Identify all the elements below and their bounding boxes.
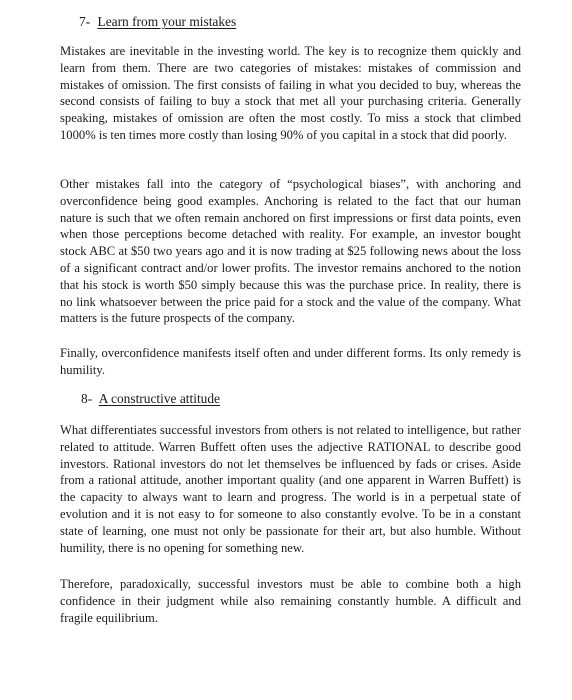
section-title: A constructive attitude [98,391,220,406]
paragraph-overconfidence: Finally, overconfidence manifests itself often and under different forms. Its only remedy is humility. [60,346,521,377]
paragraph-mistakes-intro: Mistakes are inevitable in the investing world. The key is to recognize them quickly and learn from them. There are two categories of mistakes: mistakes of commission and mistakes of omission. The first consists of failing in what you decided to buy, whereas the second consists of failing to buy a stock that met all your purchasing criteria. Generally speaking, mistakes of omission are often the most costly. To miss a stock that climbed 1000% is ten times more costly than losing 90% of you capital in a stock that did poorly. [60,44,521,142]
paragraph-conclusion: Therefore, paradoxically, successful investors must be able to combine both a high confidence in their judgment while also remaining constantly humble. A difficult and fragile equilibrium. [60,577,521,625]
section-heading-8 [81,391,220,407]
section-title: Learn from your mistakes [97,14,237,29]
paragraph-attitude: What differentiates successful investors from others is not related to intelligence, but rather related to attitude. Warren Buffett often uses the adjective RATIONAL to describe good investors. Rational investors do not let themselves be influenced by fads or crises. Aside from a rational attitude, another important quality (and one apparent in Warren Buffett) is the capacity to always want to learn and progress. The world is in a perpetual state of evolution and it is not easy to for someone to also constantly evolve. To be in a constant state of learning, one must not only be passionate for their art, but also humble. Without humility, there is no opening for something new. [60,423,521,555]
section-heading-7 [79,14,236,30]
paragraph-psychological-biases: Other mistakes fall into the category of “psychological biases”, with anchoring and overconfidence being good examples. Anchoring is related to the fact that our human nature is such that we often remain anchored on first impressions or first data points, even when those perceptions become detached with reality. For example, an investor bought stock ABC at $50 two years ago and it is now trading at $25 following news about the loss of a significant contract and/or lower profits. The investor remains anchored to the notion that his stock is worth $50 simply because this was the purchase price. In reality, there is no link whatsoever between the price paid for a stock and the value of the company. What matters is the future prospects of the company. [60,177,521,326]
section-number: 8- [81,391,93,406]
section-number: 7- [79,14,91,29]
